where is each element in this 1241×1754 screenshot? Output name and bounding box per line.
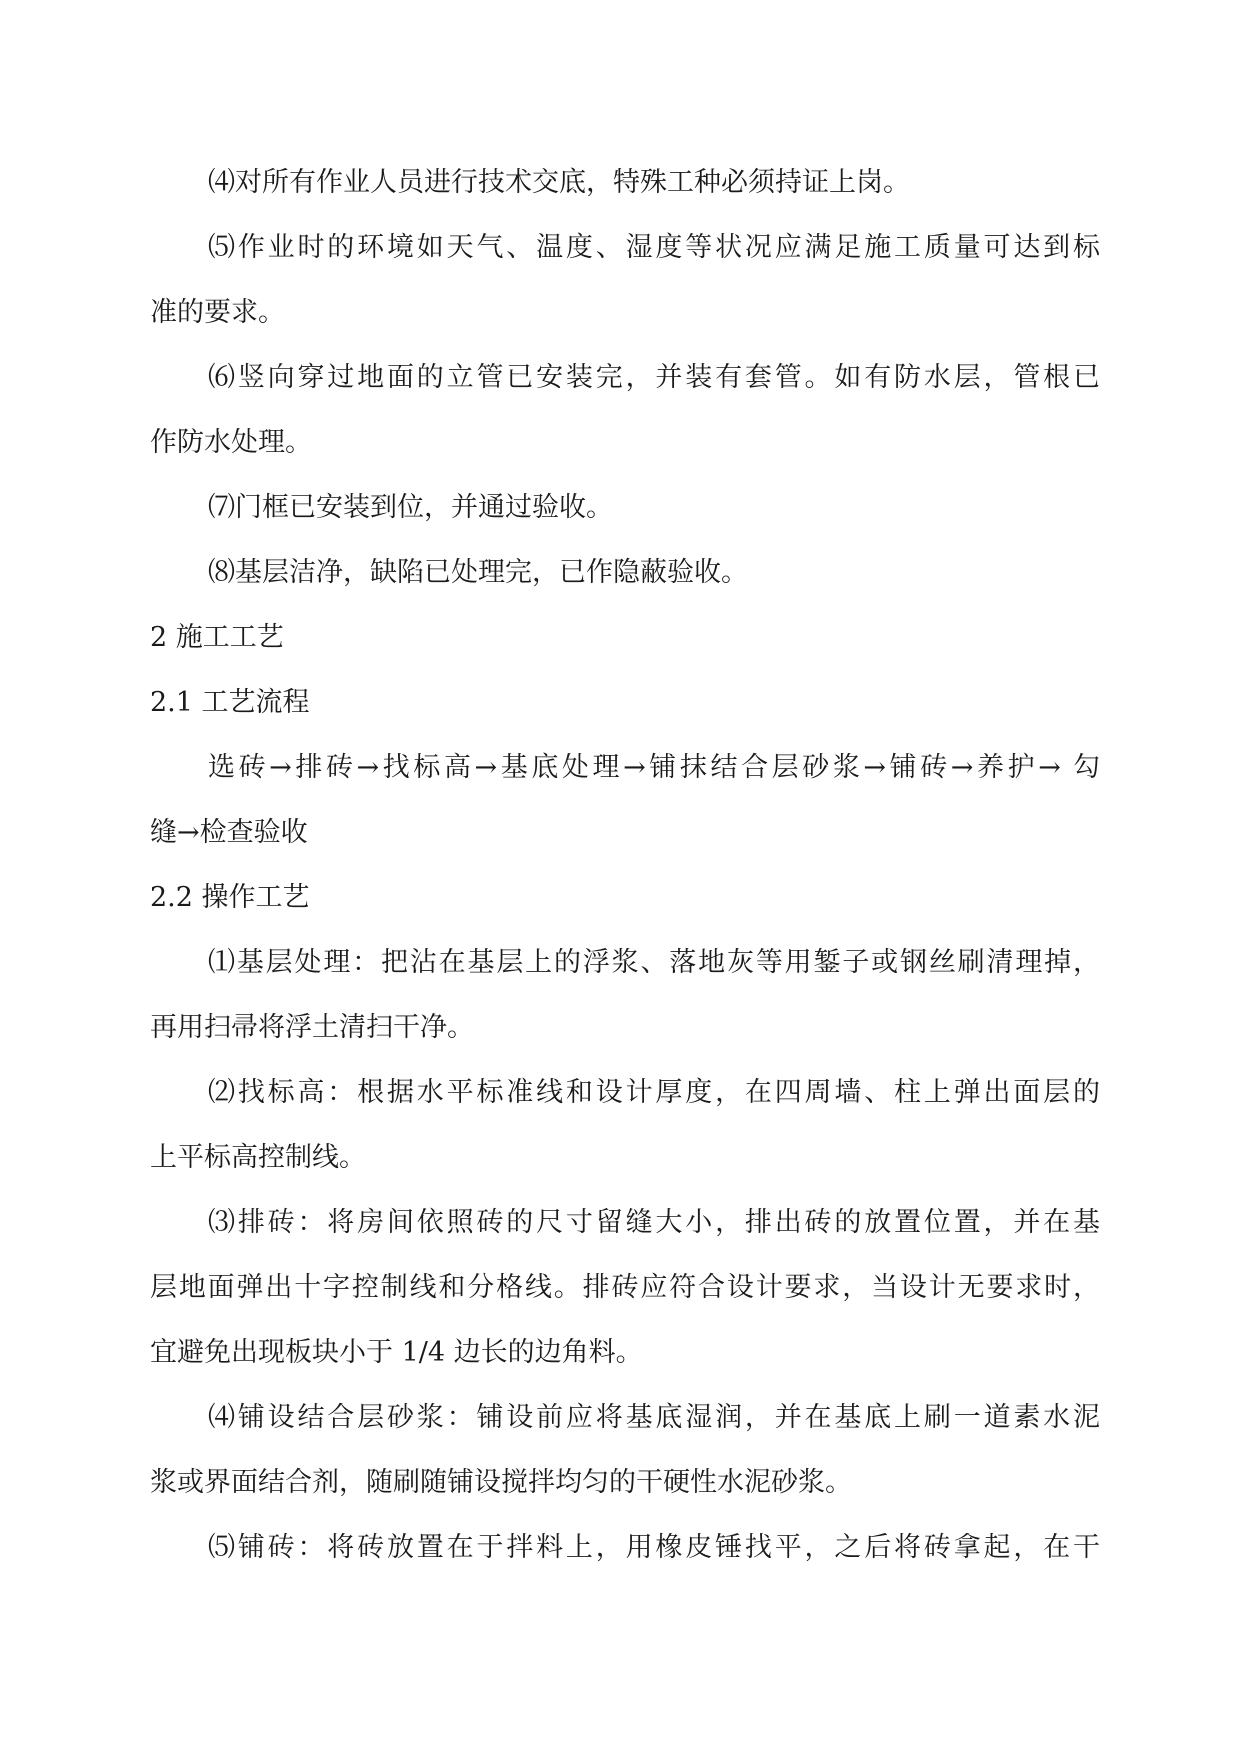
text-line: 缝→检查验收 — [150, 817, 308, 848]
text-line: 浆或界面结合剂，随刷随铺设搅拌均匀的干硬性水泥砂浆。 — [150, 1467, 852, 1498]
text-line: ⑸作业时的环境如天气、温度、湿度等状况应满足施工质量可达到标 — [208, 232, 1100, 263]
text-line: 再用扫帚将浮土清扫干净。 — [150, 1012, 474, 1043]
text-line: ⑸铺砖：将砖放置在于拌料上，用橡皮锤找平，之后将砖拿起，在干 — [208, 1532, 1100, 1563]
text-line: 上平标高控制线。 — [150, 1142, 366, 1173]
text-line: ⑻基层洁净，缺陷已处理完，已作隐蔽验收。 — [208, 557, 748, 588]
section-heading: 2.1 工艺流程 — [150, 687, 310, 718]
document-page — [150, 150, 1100, 1580]
text-line: 选砖→排砖→找标高→基底处理→铺抹结合层砂浆→铺砖→养护→ 勾 — [208, 752, 1100, 783]
text-line: ⑶排砖：将房间依照砖的尺寸留缝大小，排出砖的放置位置，并在基 — [208, 1207, 1100, 1238]
text-line: ⑵找标高：根据水平标准线和设计厚度，在四周墙、柱上弹出面层的 — [208, 1077, 1100, 1108]
text-line: ⑹竖向穿过地面的立管已安装完，并装有套管。如有防水层，管根已 — [208, 362, 1100, 393]
text-line: 作防水处理。 — [150, 427, 312, 458]
text-line: 宜避免出现板块小于 1/4 边长的边角料。 — [150, 1337, 643, 1368]
section-heading: 2.2 操作工艺 — [150, 882, 310, 913]
text-line: ⑷铺设结合层砂浆：铺设前应将基底湿润，并在基底上刷一道素水泥 — [208, 1402, 1100, 1433]
text-line: ⑺门框已安装到位，并通过验收。 — [208, 492, 613, 523]
text-line: 层地面弹出十字控制线和分格线。排砖应符合设计要求，当设计无要求时， — [150, 1272, 1100, 1303]
text-line: ⑴基层处理：把沾在基层上的浮浆、落地灰等用錾子或钢丝刷清理掉， — [208, 947, 1100, 978]
text-line: ⑷对所有作业人员进行技术交底，特殊工种必须持证上岗。 — [208, 167, 910, 198]
section-heading: 2 施工工艺 — [150, 622, 284, 653]
text-line: 准的要求。 — [150, 297, 285, 328]
